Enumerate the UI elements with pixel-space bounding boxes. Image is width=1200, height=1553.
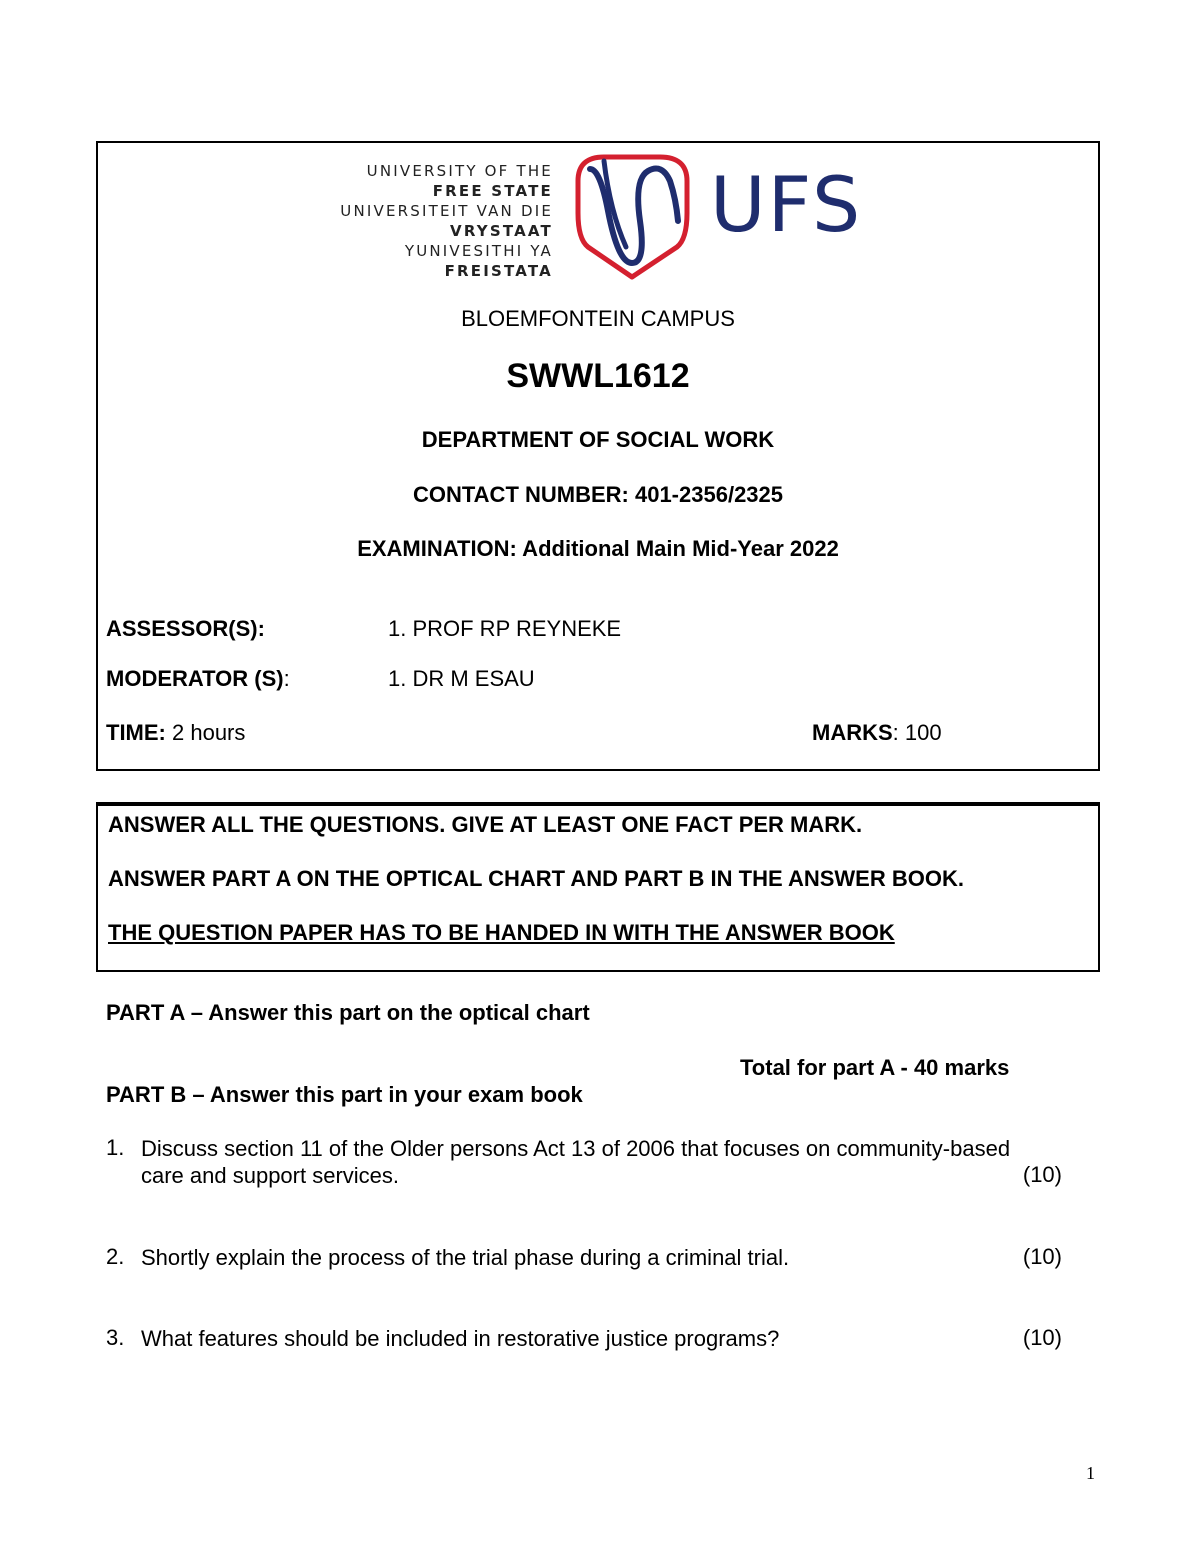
instruction-line: ANSWER ALL THE QUESTIONS. GIVE AT LEAST ONE FACT PER MARK. <box>108 812 863 837</box>
logo-line: VRYSTAAT <box>450 222 553 240</box>
question-text <box>141 1135 1096 1189</box>
question-number: 2. <box>106 1244 125 1269</box>
part-a-heading: PART A – Answer this part on the optical chart <box>106 1000 590 1025</box>
module-code: SWWL1612 <box>506 357 690 395</box>
marks-row <box>812 720 942 746</box>
question-text <box>141 1244 1096 1271</box>
assessor-label <box>106 616 265 642</box>
moderator-colon: : <box>283 666 290 691</box>
ufs-heart-emblem-icon <box>570 151 695 281</box>
time-row <box>106 720 245 746</box>
contact-number: CONTACT NUMBER: 401-2356/2325 <box>412 482 784 507</box>
question-marks: (10) <box>1022 1244 1062 1269</box>
question-number: 3. <box>106 1325 125 1350</box>
examination-value: Additional Main Mid-Year 2022 <box>516 536 839 561</box>
part-a-total: Total for part A - 40 marks <box>740 1055 1010 1080</box>
part-b-heading: PART B – Answer this part in your exam book <box>106 1082 583 1107</box>
logo-line: UNIVERSITY OF THE <box>366 162 553 180</box>
page-number: 1 <box>1086 1463 1095 1483</box>
instruction-line: ANSWER PART A ON THE OPTICAL CHART AND PART B IN THE ANSWER BOOK. <box>108 866 964 891</box>
moderator-value: 1. DR M ESAU <box>388 666 535 691</box>
question-marks: (10) <box>1022 1325 1062 1350</box>
logo-line: FREE STATE <box>432 182 553 200</box>
department-name: DEPARTMENT OF SOCIAL WORK <box>421 427 775 452</box>
assessor-label-text: ASSESSOR(S): <box>106 616 265 641</box>
ufs-logo <box>338 151 878 281</box>
logo-line: FREISTATA <box>444 262 553 280</box>
campus-name: BLOEMFONTEIN CAMPUS <box>461 306 735 331</box>
cover-header-box <box>96 141 1100 771</box>
logo-line: YUNIVESITHI YA <box>404 242 553 260</box>
moderator-label <box>106 666 290 692</box>
logo-text-block <box>338 161 553 281</box>
instructions-box <box>96 802 1100 972</box>
examination-line <box>98 536 1098 562</box>
moderator-label-text: MODERATOR (S) <box>106 666 284 691</box>
question-line: Shortly explain the process of the trial phase during a criminal trial. <box>141 1245 790 1270</box>
question-text <box>141 1325 1096 1352</box>
time-label: TIME: <box>106 720 166 745</box>
assessor-value: 1. PROF RP REYNEKE <box>388 616 622 641</box>
marks-label: MARKS <box>812 720 893 745</box>
question-line: Discuss section 11 of the Older persons Act 13 of 2006 that focuses on community-based <box>141 1136 1011 1161</box>
time-value: 2 hours <box>165 720 246 745</box>
marks-value: : 100 <box>892 720 942 745</box>
logo-abbreviation: UFS <box>710 160 863 249</box>
question-line: What features should be included in restorative justice programs? <box>141 1326 780 1351</box>
divider <box>98 804 1098 806</box>
question-marks: (10) <box>1022 1162 1062 1187</box>
question-line: care and support services. <box>141 1163 400 1188</box>
examination-label: EXAMINATION: <box>357 536 517 561</box>
logo-line: UNIVERSITEIT VAN DIE <box>340 202 553 220</box>
question-number: 1. <box>106 1135 125 1160</box>
instruction-line: THE QUESTION PAPER HAS TO BE HANDED IN WITH THE ANSWER BOOK <box>108 920 895 945</box>
